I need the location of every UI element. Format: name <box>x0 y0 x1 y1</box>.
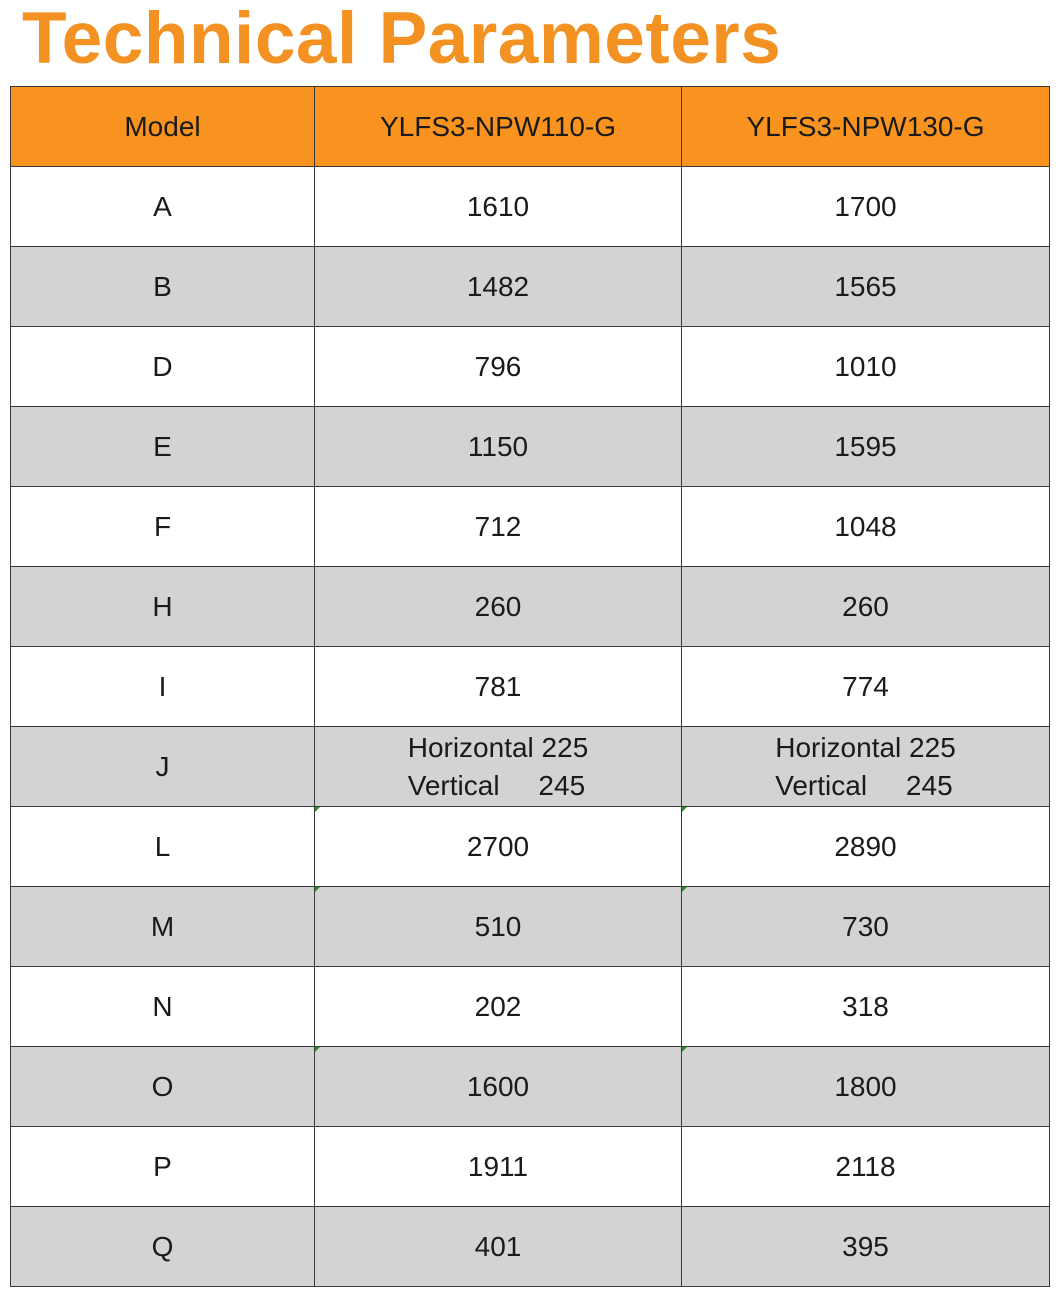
horizontal-value: Horizontal 225 <box>407 731 589 763</box>
row-value-2: 730 <box>682 887 1050 967</box>
table-row <box>11 967 1050 1047</box>
row-value-2: 1595 <box>682 407 1050 487</box>
table-row <box>11 647 1050 727</box>
row-value-1: 260 <box>315 567 682 647</box>
row-value-2: 260 <box>682 567 1050 647</box>
row-value-1: 510 <box>315 887 682 967</box>
row-value-2: 1800 <box>682 1047 1050 1127</box>
row-value-1: 2700 <box>315 807 682 887</box>
orientation-values <box>408 729 589 805</box>
row-label: H <box>11 567 315 647</box>
table-row <box>11 407 1050 487</box>
row-label: O <box>11 1047 315 1127</box>
row-value-1: 1150 <box>315 407 682 487</box>
row-value-1: 796 <box>315 327 682 407</box>
page-title: Technical Parameters <box>22 0 782 79</box>
row-value-2: 2118 <box>682 1127 1050 1207</box>
row-label: I <box>11 647 315 727</box>
header-model-1: YLFS3-NPW110-G <box>315 87 682 167</box>
table-row <box>11 327 1050 407</box>
row-value-2: 1048 <box>682 487 1050 567</box>
row-label: E <box>11 407 315 487</box>
table-row <box>11 807 1050 887</box>
row-label: Q <box>11 1207 315 1287</box>
row-label: M <box>11 887 315 967</box>
row-value-1: 1600 <box>315 1047 682 1127</box>
row-label: N <box>11 967 315 1047</box>
table-row <box>11 1207 1050 1287</box>
row-value-2: 318 <box>682 967 1050 1047</box>
row-value-1: 781 <box>315 647 682 727</box>
row-label: J <box>11 727 315 807</box>
row-value-1: 1911 <box>315 1127 682 1207</box>
vertical-value: Vertical 245 <box>407 769 586 801</box>
row-label: F <box>11 487 315 567</box>
row-label: A <box>11 167 315 247</box>
row-label: L <box>11 807 315 887</box>
row-value-2: 774 <box>682 647 1050 727</box>
vertical-value: Vertical 245 <box>775 769 953 801</box>
header-model-2: YLFS3-NPW130-G <box>682 87 1050 167</box>
row-value-1: 1482 <box>315 247 682 327</box>
row-value-1: 202 <box>315 967 682 1047</box>
table-row <box>11 727 1050 807</box>
row-value-2: 395 <box>682 1207 1050 1287</box>
row-value-1 <box>315 727 682 807</box>
row-value-2: 1565 <box>682 247 1050 327</box>
row-value-1: 1610 <box>315 167 682 247</box>
technical-parameters-table <box>10 86 1050 1287</box>
table-row <box>11 487 1050 567</box>
table-row <box>11 167 1050 247</box>
row-label: P <box>11 1127 315 1207</box>
orientation-values <box>775 729 956 805</box>
table-row <box>11 887 1050 967</box>
row-value-2 <box>682 727 1050 807</box>
header-model: Model <box>11 87 315 167</box>
row-label: B <box>11 247 315 327</box>
table-row <box>11 567 1050 647</box>
row-value-2: 1700 <box>682 167 1050 247</box>
table-row <box>11 1127 1050 1207</box>
horizontal-value: Horizontal 225 <box>775 731 956 763</box>
table-row <box>11 1047 1050 1127</box>
table-header-row <box>11 87 1050 167</box>
row-value-2: 1010 <box>682 327 1050 407</box>
table-row <box>11 247 1050 327</box>
row-label: D <box>11 327 315 407</box>
row-value-2: 2890 <box>682 807 1050 887</box>
row-value-1: 401 <box>315 1207 682 1287</box>
row-value-1: 712 <box>315 487 682 567</box>
